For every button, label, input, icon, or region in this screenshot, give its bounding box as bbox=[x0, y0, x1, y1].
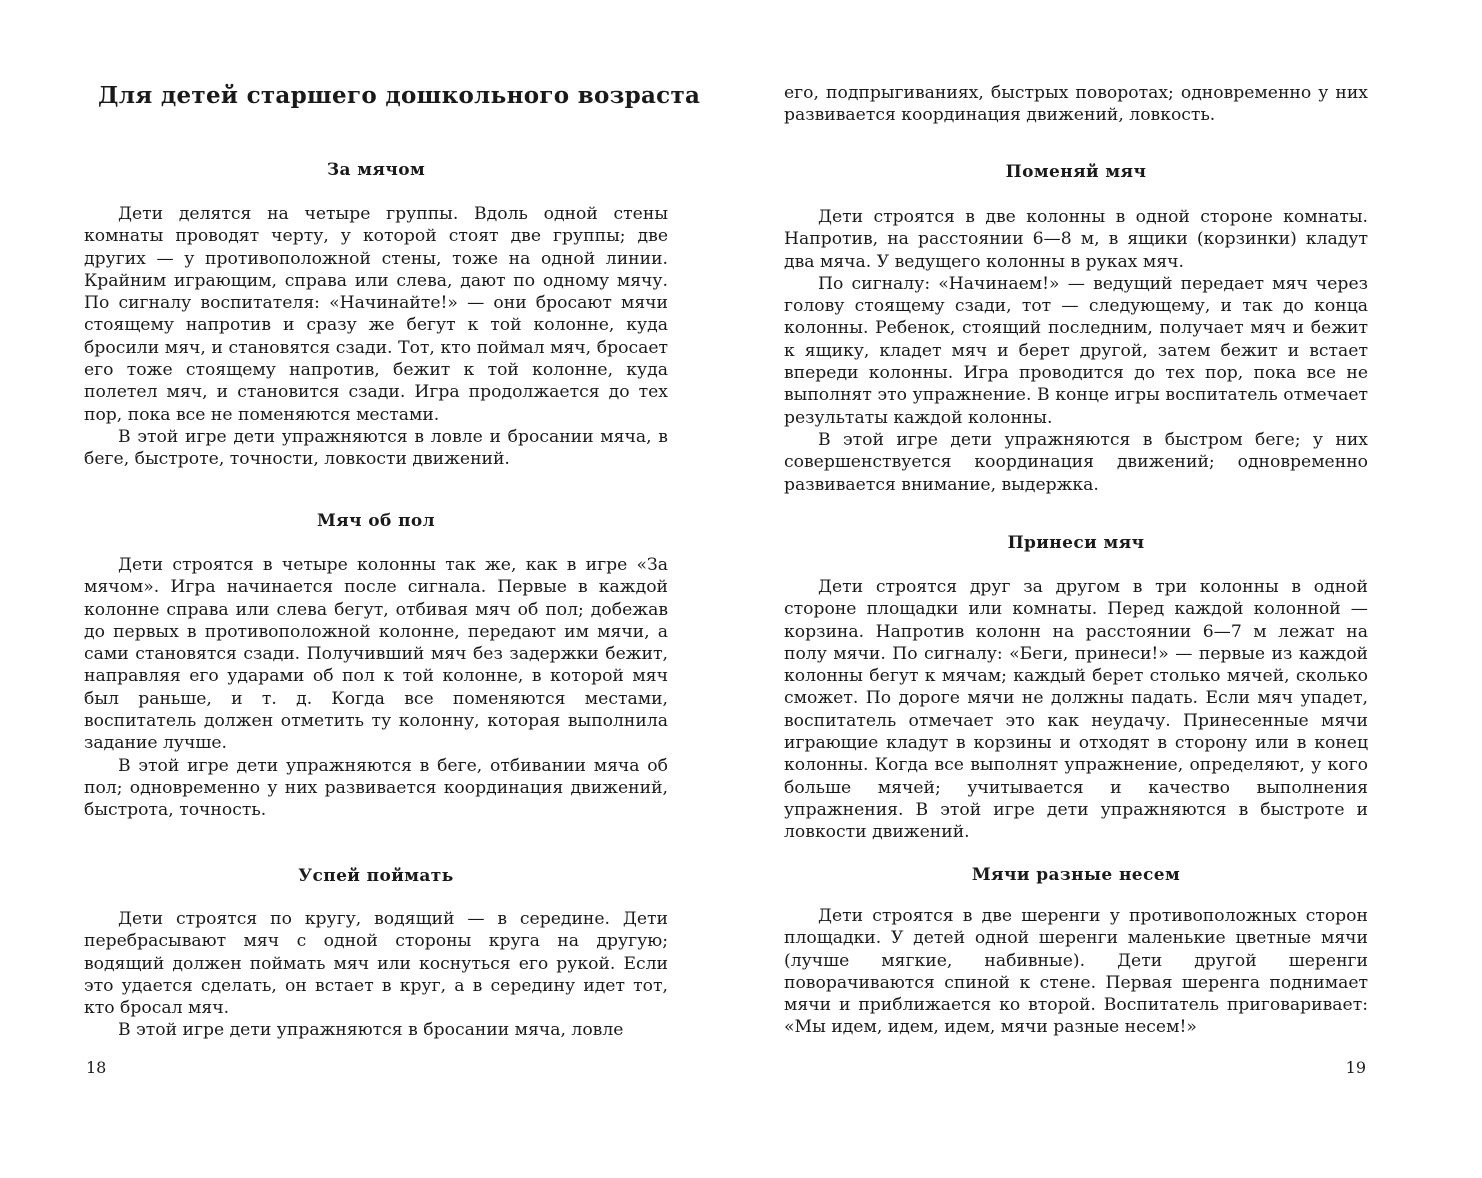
section-body-prinesi-myach bbox=[784, 576, 1368, 844]
paragraph: В этой игре дети упражняются в ловле и бросании мяча, в беге, быстроте, точности, ловкости движений. bbox=[84, 426, 668, 470]
chapter-title: Для детей старшего дошкольного возраста bbox=[98, 82, 701, 109]
continuation-text bbox=[784, 82, 1368, 127]
section-title-myachi-raznye-nesem: Мячи разные несем bbox=[971, 865, 1181, 885]
paragraph: Дети строятся в две колонны в одной стороне комнаты. Напротив, на расстоянии 6—8 м, в ящики (корзинки) кладут два мяча. У ведущего колонны в руках мяч. bbox=[784, 207, 1368, 272]
section-title-myach-ob-pol: Мяч об пол bbox=[316, 511, 436, 531]
section-body-za-myachom bbox=[84, 203, 668, 471]
section-body-uspei-poimat bbox=[84, 908, 668, 1042]
paragraph: Дети строятся друг за другом в три колонны в одной стороне площадки или комнаты. Перед каждой колонной — корзина. Напротив колонн на расстоянии 6—7 м лежат на полу мячи. По сигналу: «Беги, принеси!» — первые из каждой колонны бегут к мячам; каждый берет столько мячей, сколько сможет. По дороге мячи не должны падать. Если мяч упадет, воспитатель отмечает это как неудачу. Принесенные мячи играющие кладут в корзины и отходят в сторону или в конец колонны. Когда все выполнят упражнение, определяют, у кого больше мячей; учитывается и качество выполнения упражнения. В этой игре дети упражняются в быстроте и ловкости движений. bbox=[784, 577, 1368, 843]
paragraph: По сигналу: «Начинаем!» — ведущий передает мяч через голову стоящему сзади, тот — следующему, и так до конца колонны. Ребенок, стоящий последним, получает мяч и бежит к ящику, кладет мяч и берет другой, затем бежит и встает впереди колонны. Игра проводится до тех пор, пока все не выполнят это упражнение. В конце игры воспитатель отмечает результаты каждой колонны. bbox=[784, 273, 1368, 428]
paragraph: Дети строятся по кругу, водящий — в середине. Дети перебрасывают мяч с одной стороны круга на другую; водящий должен поймать мяч или коснуться его рукой. Если это удается сделать, он встает в круг, а в середину идет тот, кто бросал мяч. bbox=[84, 909, 668, 1019]
page-number: 18 bbox=[86, 1058, 107, 1077]
paragraph: Дети строятся в четыре колонны так же, как в игре «За мячом». Игра начинается после сигнала. Первые в каждой колонне справа или слева бегут, отбивая мяч об пол; добежав до первых в противоположной колонне, передают им мячи, а сами становятся сзади. Получивший мяч без задержки бежит, направляя его ударами об пол к той колонне, в которой мяч был раньше, и т. д. Когда все поменяются местами, воспитатель должен отметить ту колонну, которая выполнила задание лучше. bbox=[84, 555, 668, 754]
paragraph: Дети строятся в две шеренги у противоположных сторон площадки. У детей одной шеренги маленькие цветные мячи (лучше мягкие, набивные). Дети другой шеренги поворачиваются спиной к стене. Первая шеренга поднимает мячи и приближается ко второй. Воспитатель приговаривает: «Мы идем, идем, идем, мячи разные несем!» bbox=[784, 906, 1368, 1038]
section-body-myachi-raznye-nesem bbox=[784, 905, 1368, 1039]
paragraph: В этой игре дети упражняются в беге, отбивании мяча об пол; одновременно у них развивается координация движений, быстрота, точность. bbox=[84, 755, 668, 821]
section-title-za-myachom: За мячом bbox=[326, 160, 426, 180]
paragraph: В этой игре дети упражняются в бросании мяча, ловле bbox=[118, 1020, 624, 1041]
paragraph: его, подпрыгиваниях, быстрых поворотах; одновременно у них развивается координация движений, ловкость. bbox=[784, 83, 1368, 126]
left-page bbox=[84, 0, 701, 1178]
paragraph: В этой игре дети упражняются в быстром беге; у них совершенствуется координация движений; одновременно развивается внимание, выдержка. bbox=[784, 429, 1368, 495]
section-title-uspei-poimat: Успей поймать bbox=[298, 866, 454, 886]
section-body-pomenyai-myach bbox=[784, 206, 1368, 496]
paragraph: Дети делятся на четыре группы. Вдоль одной стены комнаты проводят черту, у которой стоят две группы; две других — у противоположной стены, тоже на одной линии. Крайним играющим, справа или слева, дают по одному мячу. По сигналу воспитателя: «Начинайте!» — они бросают мячи стоящему напротив и сразу же бегут к той колонне, куда бросили мяч, и становятся сзади. Тот, кто поймал мяч, бросает его тоже стоящему напротив, бежит к той колонне, куда полетел мяч, и становится сзади. Игра продолжается до тех пор, пока все не поменяются местами. bbox=[84, 204, 668, 425]
right-page bbox=[784, 0, 1368, 1178]
section-title-pomenyai-myach: Поменяй мяч bbox=[1005, 162, 1147, 182]
page-number: 19 bbox=[1345, 1058, 1366, 1077]
section-title-prinesi-myach: Принеси мяч bbox=[1007, 533, 1145, 553]
section-body-myach-ob-pol bbox=[84, 554, 668, 822]
